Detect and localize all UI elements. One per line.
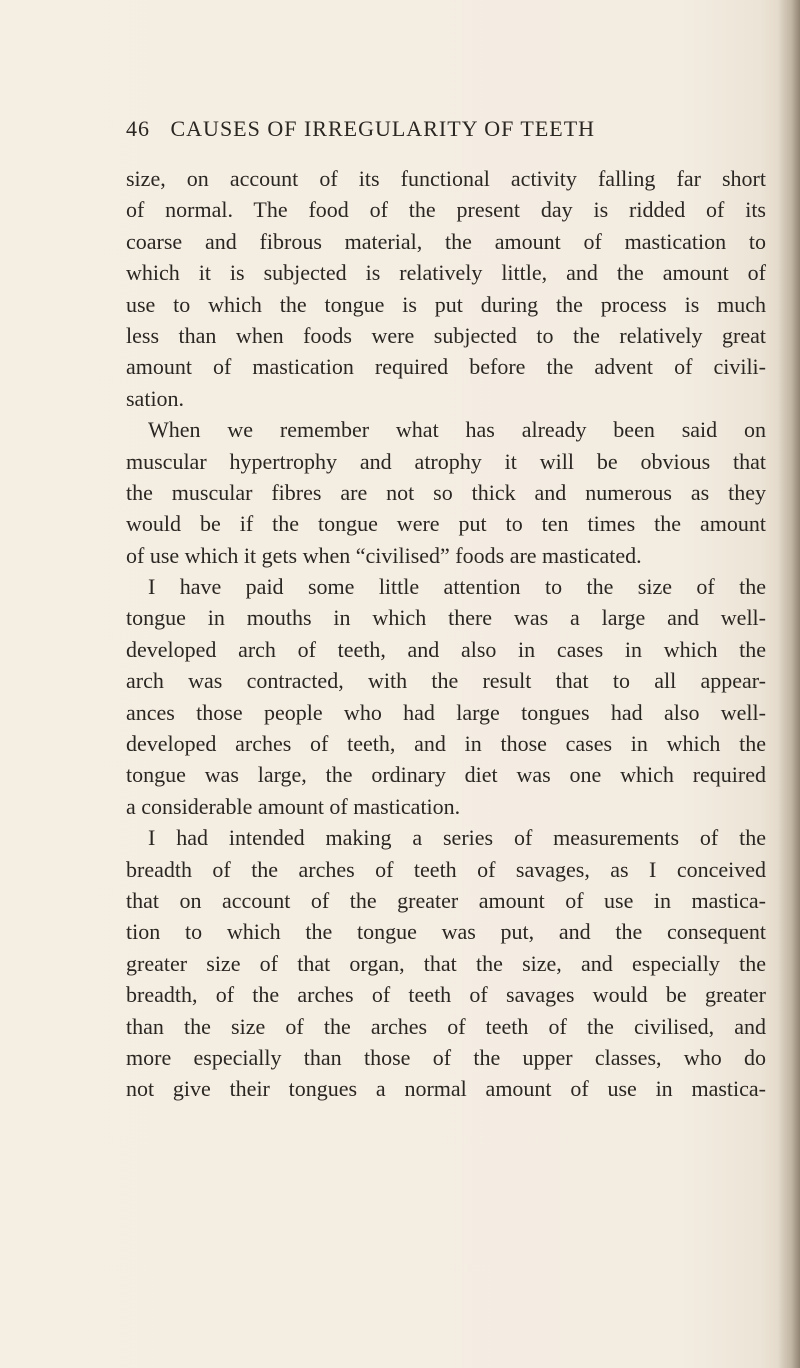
text-line: I had intended making a series of measurements of the bbox=[148, 825, 766, 851]
text-line: that on account of the greater amount of use in mastica- bbox=[126, 887, 766, 913]
text-line: coarse and fibrous material, the amount of mastication to bbox=[126, 228, 766, 254]
text-line: sation. bbox=[126, 385, 185, 411]
text-line: breadth of the arches of teeth of savages, as I conceived bbox=[126, 856, 766, 882]
text-line: use to which the tongue is put during the process is much bbox=[126, 291, 766, 317]
text-line: greater size of that organ, that the size, and especially the bbox=[126, 950, 766, 976]
text-line: muscular hypertrophy and atrophy it will be obvious that bbox=[126, 448, 766, 474]
text-line: more especially than those of the upper classes, who do bbox=[126, 1044, 766, 1070]
text-line: tion to which the tongue was put, and the consequent bbox=[126, 919, 766, 945]
page-header bbox=[126, 116, 766, 150]
text-line: I have paid some little attention to the size of the bbox=[148, 574, 766, 600]
page-number: 46 bbox=[126, 116, 150, 141]
page-edge-shadow bbox=[778, 0, 800, 1368]
paragraph bbox=[126, 822, 766, 1105]
running-head: CAUSES OF IRREGULARITY OF TEETH bbox=[170, 116, 596, 141]
text-line: of normal. The food of the present day is ridded of its bbox=[126, 197, 766, 223]
text-line: which it is subjected is relatively little, and the amount of bbox=[126, 260, 766, 286]
text-line: tongue was large, the ordinary diet was one which required bbox=[126, 762, 766, 788]
text-line: developed arch of teeth, and also in cases in which the bbox=[126, 636, 766, 662]
text-line: amount of mastication required before the advent of civili- bbox=[126, 354, 766, 380]
text-line: of use which it gets when “civilised” foods are masticated. bbox=[126, 542, 642, 568]
text-line: a considerable amount of mastication. bbox=[126, 793, 461, 819]
text-line: not give their tongues a normal amount of use in mastica- bbox=[126, 1076, 766, 1102]
text-line: developed arches of teeth, and in those cases in which the bbox=[126, 731, 766, 757]
text-line: breadth, of the arches of teeth of savages would be greater bbox=[126, 982, 766, 1008]
paragraph bbox=[126, 163, 766, 414]
text-line: size, on account of its functional activity falling far short bbox=[126, 166, 766, 191]
text-line: ances those people who had large tongues had also well- bbox=[126, 699, 766, 725]
text-line: When we remember what has already been said on bbox=[148, 417, 766, 443]
text-line: arch was contracted, with the result that to all appear- bbox=[126, 668, 766, 694]
body-text bbox=[126, 163, 766, 1105]
text-line: tongue in mouths in which there was a large and well- bbox=[126, 605, 766, 631]
text-line: would be if the tongue were put to ten times the amount bbox=[126, 511, 766, 537]
text-line: the muscular fibres are not so thick and numerous as they bbox=[126, 479, 766, 505]
text-line: less than when foods were subjected to the relatively great bbox=[126, 322, 766, 348]
text-line: than the size of the arches of teeth of the civilised, and bbox=[126, 1013, 766, 1039]
paragraph bbox=[126, 414, 766, 571]
paragraph bbox=[126, 571, 766, 822]
